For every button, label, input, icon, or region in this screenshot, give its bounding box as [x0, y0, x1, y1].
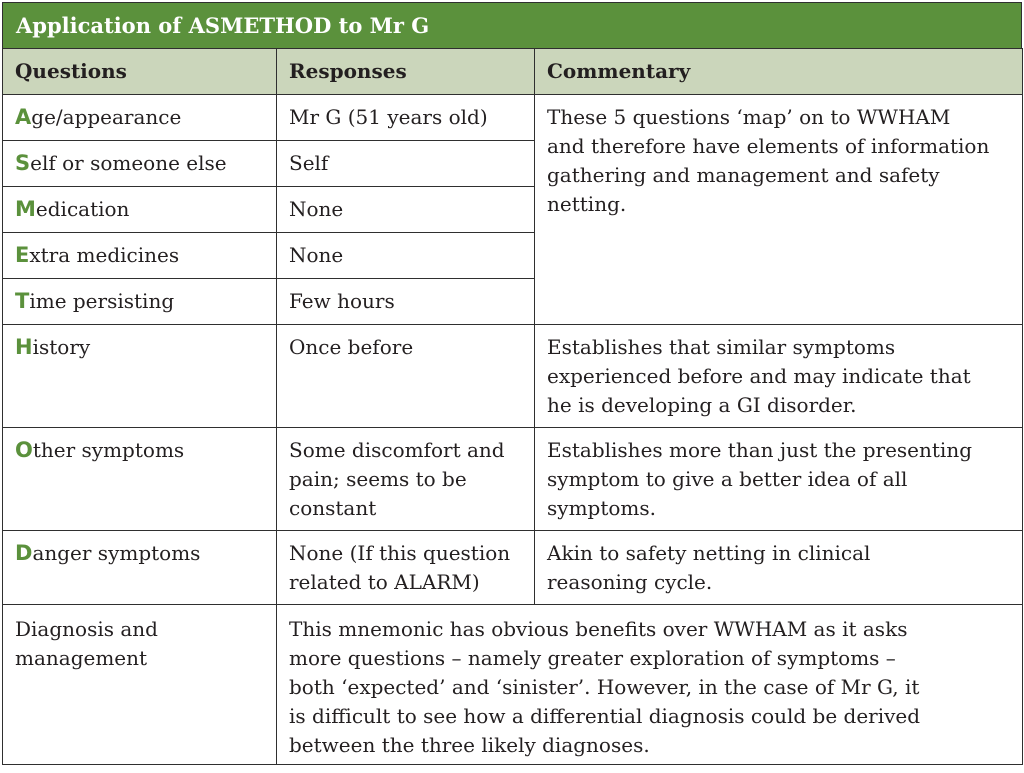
- commentary-line: Establishes more than just the presenting: [547, 438, 973, 462]
- mnemonic-letter: M: [15, 197, 36, 221]
- mnemonic-letter: T: [15, 289, 30, 313]
- commentary-line: he is developing a GI disorder.: [547, 393, 857, 417]
- question-cell: [3, 428, 277, 531]
- table-row-danger-symptoms: [3, 531, 1023, 605]
- question-text: edication: [35, 197, 130, 221]
- question-text: istory: [32, 335, 91, 359]
- commentary-line: Akin to safety netting in clinical: [547, 541, 871, 565]
- mnemonic-letter: E: [15, 243, 30, 267]
- commentary-line: and therefore have elements of information: [547, 134, 990, 158]
- question-cell: [3, 325, 277, 428]
- mnemonic-letter: H: [15, 335, 33, 359]
- commentary-line: gathering and management and safety: [547, 163, 940, 187]
- response-line: None (If this question: [289, 541, 511, 565]
- diagnosis-line: more questions – namely greater exploration of symptoms –: [289, 646, 896, 670]
- header-commentary: Commentary: [535, 49, 1023, 95]
- commentary-line: experienced before and may indicate that: [547, 364, 971, 388]
- response-cell: Few hours: [277, 279, 535, 325]
- response-line: pain; seems to be: [289, 467, 467, 491]
- header-row: [3, 49, 1023, 95]
- question-cell: [3, 233, 277, 279]
- response-cell: Mr G (51 years old): [277, 95, 535, 141]
- question-cell: [3, 531, 277, 605]
- question-cell: [3, 95, 277, 141]
- diagnosis-line: both ‘expected’ and ‘sinister’. However, in the case of Mr G, it: [289, 675, 920, 699]
- table-row-diagnosis: [3, 605, 1023, 765]
- commentary-cell: [535, 325, 1023, 428]
- question-cell: [3, 279, 277, 325]
- question-text: ther symptoms: [32, 438, 185, 462]
- response-cell: None: [277, 233, 535, 279]
- diagnosis-text-cell: [277, 605, 1023, 765]
- mnemonic-letter: O: [15, 438, 33, 462]
- question-text: elf or someone else: [30, 151, 227, 175]
- commentary-line: Establishes that similar symptoms: [547, 335, 896, 359]
- question-text: ge/appearance: [31, 105, 182, 129]
- commentary-line: symptoms.: [547, 496, 656, 520]
- response-cell: Self: [277, 141, 535, 187]
- commentary-line: symptom to give a better idea of all: [547, 467, 908, 491]
- response-cell: None: [277, 187, 535, 233]
- question-text: xtra medicines: [29, 243, 180, 267]
- diagnosis-line: between the three likely diagnoses.: [289, 733, 650, 757]
- header-questions: Questions: [3, 49, 277, 95]
- asmethod-table: [2, 48, 1023, 765]
- response-line: constant: [289, 496, 377, 520]
- question-text: anger symptoms: [32, 541, 201, 565]
- label-line: Diagnosis and: [15, 617, 158, 641]
- table-title: Application of ASMETHOD to Mr G: [2, 2, 1022, 48]
- mnemonic-letter: S: [15, 151, 31, 175]
- response-cell: [277, 428, 535, 531]
- question-cell: [3, 605, 277, 765]
- commentary-line: reasoning cycle.: [547, 570, 713, 594]
- mnemonic-letter: D: [15, 541, 33, 565]
- table-row-age: [3, 95, 1023, 141]
- asmethod-table-figure: [2, 2, 1022, 765]
- question-cell: [3, 141, 277, 187]
- response-cell: [277, 531, 535, 605]
- table-row-other-symptoms: [3, 428, 1023, 531]
- label-line: management: [15, 646, 148, 670]
- response-line: Some discomfort and: [289, 438, 505, 462]
- mnemonic-letter: A: [15, 105, 32, 129]
- commentary-cell: [535, 531, 1023, 605]
- question-cell: [3, 187, 277, 233]
- header-responses: Responses: [277, 49, 535, 95]
- response-cell: Once before: [277, 325, 535, 428]
- commentary-merged-cell: [535, 95, 1023, 325]
- commentary-line: These 5 questions ‘map’ on to WWHAM: [547, 105, 951, 129]
- commentary-line: netting.: [547, 192, 627, 216]
- diagnosis-line: This mnemonic has obvious benefits over WWHAM as it asks: [289, 617, 908, 641]
- question-text: ime persisting: [29, 289, 175, 313]
- diagnosis-line: is difficult to see how a differential diagnosis could be derived: [289, 704, 921, 728]
- table-row-history: [3, 325, 1023, 428]
- response-line: related to ALARM): [289, 570, 480, 594]
- commentary-cell: [535, 428, 1023, 531]
